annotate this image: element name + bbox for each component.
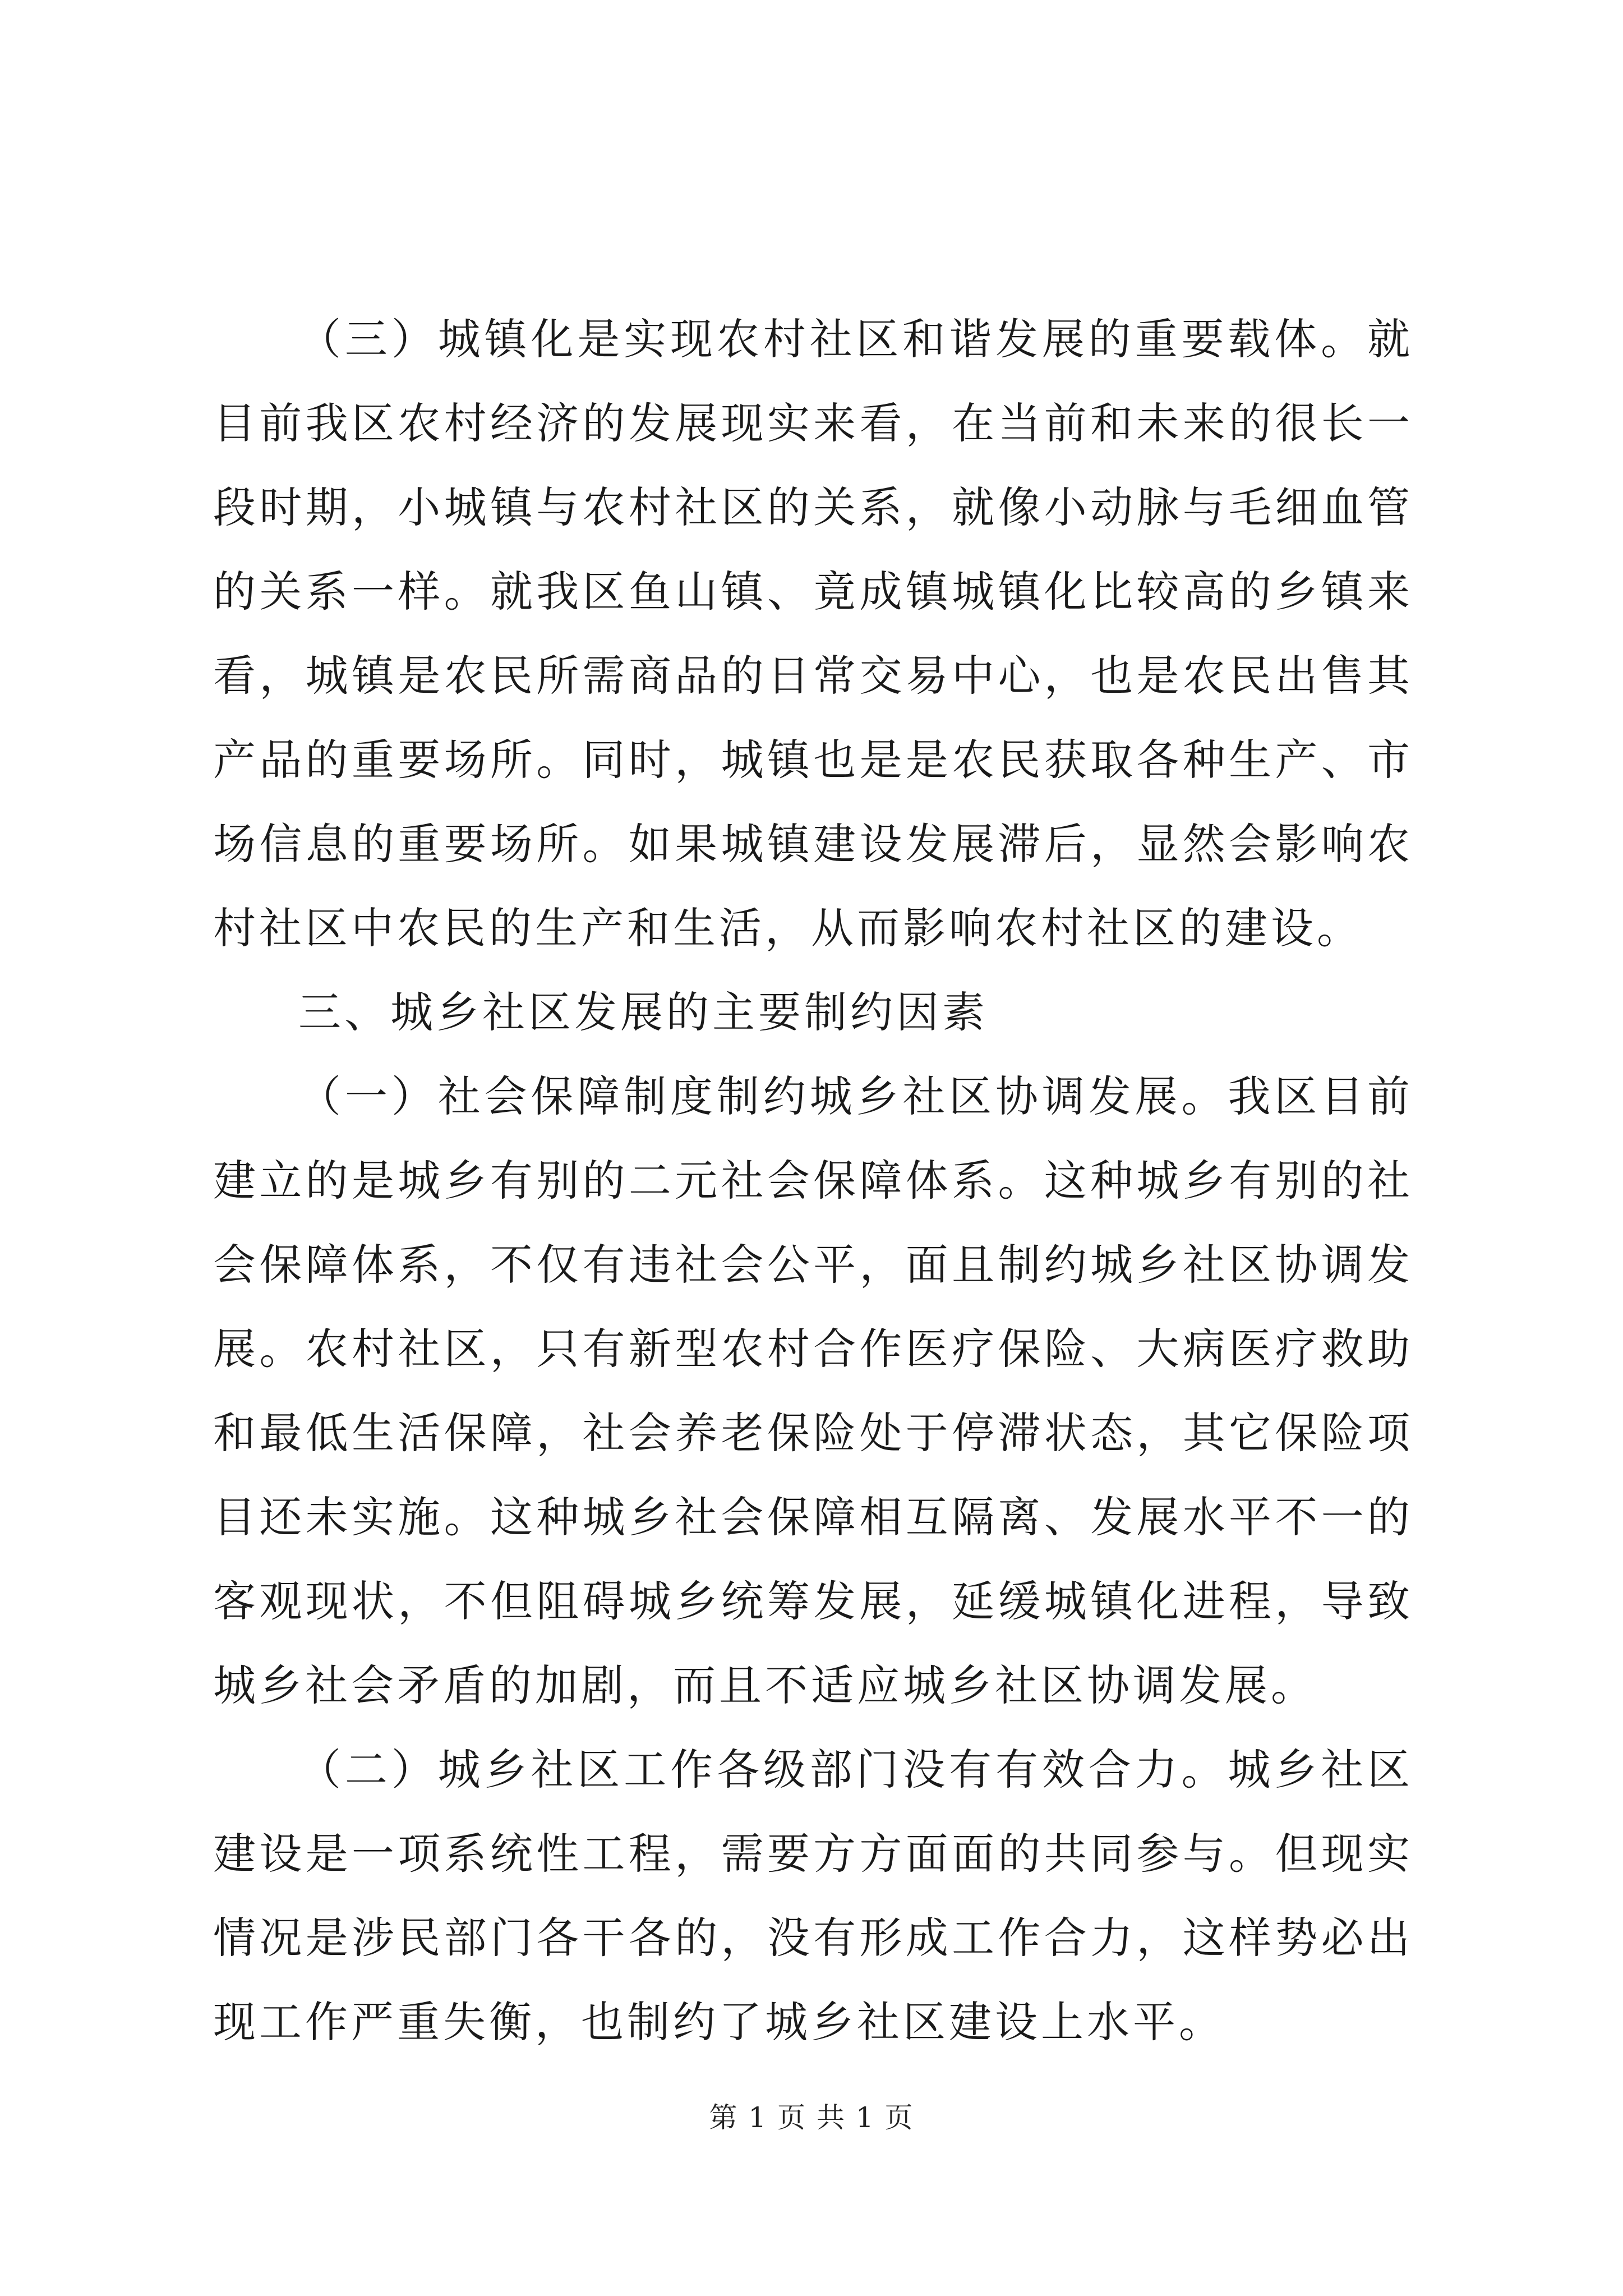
- paragraph-social-security: （一）社会保障制度制约城乡社区协调发展。我区目前建立的是城乡有别的二元社会保障体系。这种城乡有别的社会保障体系，不仅有违社会公平，面且制约城乡社区协调发展。农村社区，只有新型农村合作医疗保险、大病医疗救助和最低生活保障，社会养老保险处于停滞状态，其它保险项目还未实施。这种城乡社会保障相互隔离、发展水平不一的客观现状，不但阻碍城乡统筹发展，延缓城镇化进程，导致城乡社会矛盾的加剧，而且不适应城乡社区协调发展。: [213, 1071, 1413, 1710]
- page-footer: 第 1 页 共 1 页: [709, 2101, 914, 2134]
- section-heading-constraints: 三、城乡社区发展的主要制约因素: [298, 987, 988, 1037]
- document-body: [213, 297, 1413, 2064]
- paragraph-urbanization-carrier: （三）城镇化是实现农村社区和谐发展的重要载体。就目前我区农村经济的发展现实来看，在当前和未来的很长一段时期，小城镇与农村社区的关系，就像小动脉与毛细血管的关系一样。就我区鱼山镇、竟成镇城镇化比较高的乡镇来看，城镇是农民所需商品的日常交易中心，也是农民出售其产品的重要场所。同时，城镇也是是农民获取各种生产、市场信息的重要场所。如果城镇建设发展滞后，显然会影响农村社区中农民的生产和生活，从而影响农村社区的建设。: [213, 314, 1413, 953]
- paragraph-department-coordination: （二）城乡社区工作各级部门没有有效合力。城乡社区建设是一项系统性工程，需要方方面面的共同参与。但现实情况是涉民部门各干各的，没有形成工作合力，这样势必出现工作严重失衡，也制约了城乡社区建设上水平。: [213, 1745, 1413, 2047]
